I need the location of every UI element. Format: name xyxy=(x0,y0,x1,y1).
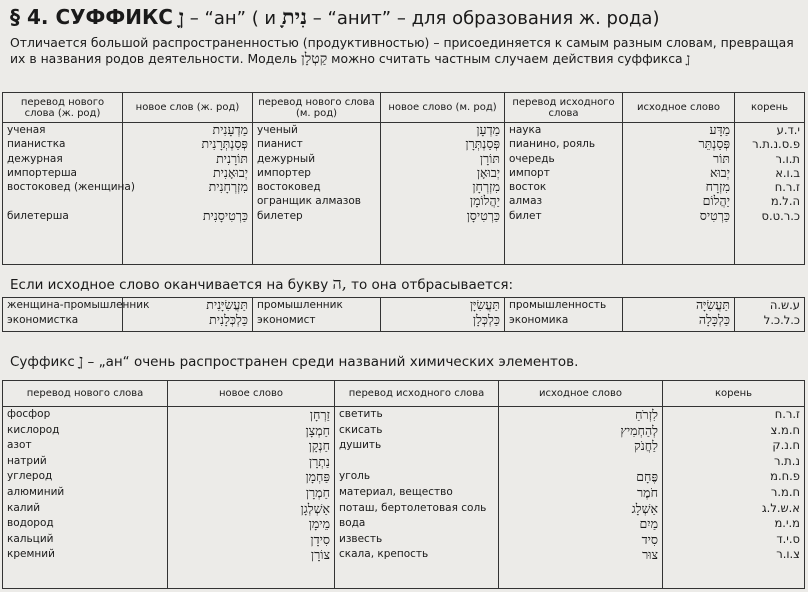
cell-fem-2: תּוֹרָנִית xyxy=(216,150,248,166)
cell-src_tr-6: билет xyxy=(509,209,542,222)
cell-src_tr-0: наука xyxy=(509,124,542,136)
cell-new-1: חַמְצָן xyxy=(305,422,330,438)
cell-masc-0: תַּעֲשִׂיָּן xyxy=(469,297,500,312)
cell-src-9: צוּר xyxy=(642,547,658,563)
cell-new-2: חַנְקָן xyxy=(308,438,330,454)
cell-fem-3: יְבוּאָנִית xyxy=(213,164,248,180)
note2-text1: Если исходное слово оканчивается на букву xyxy=(10,277,329,293)
cell-src_tr-2: душить xyxy=(339,439,382,452)
cell-src_tr-0: светить xyxy=(339,408,383,420)
heading-part3: – “анит” – для образования ж. рода) xyxy=(312,8,660,29)
t1-masc-tr-cell xyxy=(253,123,381,265)
t2-masc-tr-cell xyxy=(253,298,381,332)
t3-header-root: корень xyxy=(663,381,805,407)
cell-src_tr-5: алмаз xyxy=(509,195,543,208)
cell-src_tr-7: вода xyxy=(339,517,366,530)
note-chemical xyxy=(10,351,578,371)
t3-header-new: новое слово xyxy=(168,381,335,407)
cell-src_tr-5: материал, вещество xyxy=(339,485,453,498)
cell-src_tr-1: скисать xyxy=(339,423,383,436)
t1-root-cell xyxy=(735,123,805,265)
cell-root-0: י.ד.ע xyxy=(776,123,800,137)
cell-fem_tr-1: пианистка xyxy=(7,138,66,151)
cell-fem_tr-1: экономистка xyxy=(7,314,79,326)
cell-src_tr-0: промышленность xyxy=(509,299,607,311)
section-heading xyxy=(10,4,806,30)
note3-text1: Суффикс xyxy=(10,354,75,370)
cell-fem-1: פְּסַנְתְּרָנִית xyxy=(201,136,248,152)
cell-fem_tr-6: билетерша xyxy=(7,209,69,222)
t1-header-masc: новое слово (м. род) xyxy=(381,93,505,123)
cell-new-0: זַרְחָן xyxy=(309,407,330,422)
cell-src-7: מַיִם xyxy=(639,516,658,532)
cell-root-7: מ.י.מ xyxy=(774,516,800,531)
cell-new-4: פַּחְמָן xyxy=(305,469,330,485)
cell-root-6: כ.ר.ט.ס xyxy=(761,208,800,223)
cell-root-5: ח.מ.ר xyxy=(770,484,800,499)
cell-masc_tr-5: огранщик алмазов xyxy=(257,195,361,208)
cell-src_tr-9: скала, крепость xyxy=(339,548,429,561)
t3-header-new-tr: перевод нового слова xyxy=(3,381,168,407)
cell-new-6: אַשְׁלְגָן xyxy=(300,500,330,516)
note3-text2: – „ан“ очень распространен среди названий химических элементов. xyxy=(87,354,579,370)
cell-masc_tr-0: ученый xyxy=(257,124,298,136)
cell-masc-3: יְבוּאָן xyxy=(476,164,500,180)
heading-suffix-an: ָן xyxy=(178,4,185,29)
cell-masc_tr-6: билетер xyxy=(257,209,303,222)
cell-masc_tr-4: востоковед xyxy=(257,181,321,194)
cell-root-0: ז.ר.ח xyxy=(774,407,800,421)
t1-src-tr-cell xyxy=(505,123,623,265)
cell-root-4: ז.ר.ח xyxy=(774,180,800,195)
cell-src_tr-6: поташ, бертолетовая соль xyxy=(339,501,487,514)
heading-suffix-anit: ָנִית xyxy=(281,4,308,29)
heading-part1: § 4. СУФФИКС xyxy=(10,5,173,29)
table-row xyxy=(3,298,805,332)
cell-masc-4: מִזְרְחָן xyxy=(472,179,500,195)
intro-paragraph xyxy=(10,35,800,67)
table-chemical-elements xyxy=(2,380,805,589)
cell-new-5: חַמְרָן xyxy=(305,484,330,500)
heading-part2: – “ан” ( и xyxy=(189,8,277,29)
t1-masc-cell xyxy=(381,123,505,265)
cell-root-6: א.ש.ל.ג xyxy=(761,500,800,515)
cell-src_tr-1: пианино, рояль xyxy=(509,138,596,151)
t3-header-src: исходное слово xyxy=(499,381,663,407)
cell-src_tr-4: восток xyxy=(509,181,547,194)
t1-header-root: корень xyxy=(735,93,805,123)
cell-fem_tr-3: импортерша xyxy=(7,166,77,179)
cell-root-8: ס.י.ד xyxy=(776,531,800,546)
note2-text2: то она отбрасывается: xyxy=(351,277,514,293)
intro-text2: можно считать частным случаем действия суффикса xyxy=(331,51,683,66)
t2-fem-tr-cell xyxy=(3,298,150,332)
t3-new-tr-cell xyxy=(3,407,168,589)
cell-masc_tr-1: пианист xyxy=(257,138,303,151)
cell-fem-4: מִזְרְחָנִית xyxy=(208,179,248,195)
cell-new_tr-1: кислород xyxy=(7,423,60,436)
cell-fem-1: כַּלְכְּלָנִית xyxy=(209,312,248,327)
cell-fem_tr-5 xyxy=(7,194,118,208)
t3-src-tr-cell xyxy=(335,407,499,589)
t1-header-masc-tr: перевод нового слова (м. род) xyxy=(253,93,381,123)
cell-src-3 xyxy=(503,454,658,470)
cell-src_tr-4: уголь xyxy=(339,470,371,483)
cell-src_tr-3 xyxy=(339,454,494,470)
table-professions xyxy=(2,92,805,265)
cell-masc_tr-0: промышленник xyxy=(257,299,343,311)
cell-new_tr-3: натрий xyxy=(7,454,47,467)
cell-fem-0: תַּעֲשִׂיָּנִית xyxy=(206,297,248,312)
cell-new_tr-5: алюминий xyxy=(7,485,65,498)
t1-header-fem-tr: перевод нового слова (ж. род) xyxy=(3,93,123,123)
t3-root-cell xyxy=(663,407,805,589)
cell-root-9: צ.ו.ר xyxy=(776,547,800,562)
cell-root-1: פ.ס.נ.ת.ר xyxy=(752,137,800,152)
t2-root-cell xyxy=(735,298,805,332)
cell-masc-2: תּוֹרָן xyxy=(479,150,500,166)
cell-fem-0: מַדְעָנִית xyxy=(212,122,248,137)
cell-masc_tr-3: импортер xyxy=(257,166,311,179)
cell-masc-1: פְּסַנְתְּרָן xyxy=(465,136,500,152)
cell-new_tr-0: фосфор xyxy=(7,408,51,420)
t2-src-cell xyxy=(623,298,735,332)
cell-src-4: מִזְרָח xyxy=(705,179,730,195)
cell-src-3: יְבוּא xyxy=(709,164,730,180)
cell-src_tr-3: импорт xyxy=(509,166,550,179)
t2-src-tr-cell xyxy=(505,298,623,332)
cell-new_tr-2: азот xyxy=(7,439,32,452)
cell-src-1: פְּסַנְתֵּר xyxy=(698,136,730,152)
cell-masc_tr-2: дежурный xyxy=(257,152,316,165)
note3-suffix: ָן xyxy=(79,351,84,370)
cell-root-1: ח.מ.צ xyxy=(770,422,800,437)
cell-root-3: נ.ת.ר xyxy=(774,453,800,468)
cell-src-0: לִזְרֹחַ xyxy=(635,407,658,422)
t3-new-cell xyxy=(168,407,335,589)
table-row xyxy=(3,123,805,265)
cell-src-4: פֶּחָם xyxy=(636,469,658,485)
t2-masc-cell xyxy=(381,298,505,332)
cell-masc_tr-1: экономист xyxy=(257,314,316,326)
cell-root-0: ע.ש.ה xyxy=(769,298,800,312)
cell-src-1: לְהַחְמִיץ xyxy=(620,422,658,438)
cell-src-5: חֹמֶר xyxy=(637,484,658,500)
cell-src_tr-8: известь xyxy=(339,532,383,545)
note-final-he xyxy=(10,274,513,294)
cell-new_tr-9: кремний xyxy=(7,548,55,561)
cell-fem_tr-0: ученая xyxy=(7,124,46,136)
cell-root-4: פ.ח.מ xyxy=(770,469,800,484)
t1-header-src: исходное слово xyxy=(623,93,735,123)
intro-suffix: ָן xyxy=(686,51,691,67)
cell-root-1: כ.ל.כ.ל xyxy=(763,313,800,327)
t1-fem-cell xyxy=(123,123,253,265)
cell-root-2: ת.ו.ר xyxy=(775,151,800,166)
cell-new-7: מֵימָן xyxy=(308,516,330,532)
cell-fem_tr-2: дежурная xyxy=(7,152,63,165)
cell-fem-5 xyxy=(127,194,248,208)
cell-new-8: סִידָן xyxy=(310,531,330,547)
table-row xyxy=(3,407,805,589)
intro-text1: Отличается большой распространенностью (продуктивностью) – присоединяется к самым разным словам, превращая их в названия родов деятельности. Модель xyxy=(10,35,794,66)
cell-src_tr-2: очередь xyxy=(509,152,555,165)
cell-src-0: מַדָּע xyxy=(709,122,730,137)
cell-new_tr-7: водород xyxy=(7,517,54,530)
table-final-he xyxy=(2,297,805,332)
cell-fem_tr-4: востоковед (женщина) xyxy=(7,181,135,194)
intro-model: קַטְלָן xyxy=(301,51,328,67)
cell-src-2: תּוֹר xyxy=(713,150,730,166)
cell-masc-1: כַּלְכְּלָן xyxy=(472,312,500,327)
cell-fem-6: כַּרְטִיסָנִית xyxy=(202,207,248,223)
cell-src-8: סִיד xyxy=(641,531,658,547)
cell-root-2: ח.נ.ק xyxy=(772,438,800,453)
cell-new-9: צוֹרָן xyxy=(310,547,330,563)
cell-new_tr-8: кальций xyxy=(7,532,54,545)
t1-fem-tr-cell xyxy=(3,123,135,265)
cell-masc-6: כַּרְטִיסָן xyxy=(466,207,500,223)
cell-new_tr-6: калий xyxy=(7,501,41,514)
cell-masc-0: מַדְעָן xyxy=(476,122,500,137)
cell-src-2: לַחֲנֹק xyxy=(634,438,658,454)
t1-header-fem: новое слов (ж. род) xyxy=(123,93,253,123)
cell-src-6: אַשְׁלָג xyxy=(631,500,658,516)
cell-fem_tr-0: женщина-промышленник xyxy=(7,299,150,311)
cell-masc-5: יַהֲלוֹמָן xyxy=(469,193,500,209)
cell-src_tr-1: экономика xyxy=(509,314,569,326)
t1-src-cell xyxy=(623,123,735,265)
cell-new-3: נַתְרָן xyxy=(308,453,330,469)
note2-letter: ה, xyxy=(332,274,347,293)
cell-new_tr-4: углерод xyxy=(7,470,53,483)
cell-src-6: כַּרְטִיס xyxy=(699,207,730,223)
cell-src-0: תַּעֲשִׂיָּה xyxy=(695,297,730,312)
cell-root-5: ה.ל.מ xyxy=(770,194,800,209)
t1-header-src-tr: перевод исходного слова xyxy=(505,93,623,123)
t3-src-cell xyxy=(499,407,663,589)
t3-header-src-tr: перевод исходного слова xyxy=(335,381,499,407)
cell-src-5: יַהֲלוֹם xyxy=(702,193,730,209)
cell-root-3: ב.ו.א xyxy=(775,165,800,180)
cell-src-1: כַּלְכָּלָה xyxy=(698,312,730,327)
